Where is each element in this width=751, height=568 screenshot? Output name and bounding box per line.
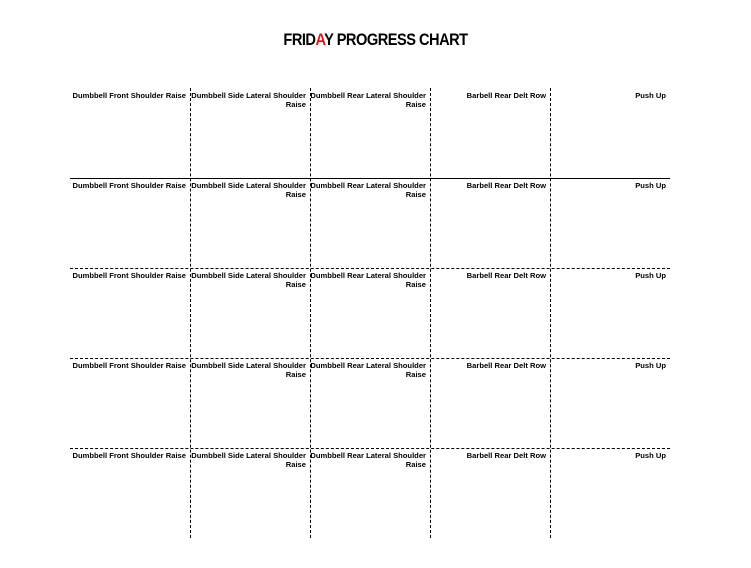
column-divider — [310, 88, 311, 538]
exercise-label: Barbell Rear Delt Row — [466, 361, 546, 370]
title-part-1: FRID — [283, 30, 316, 49]
exercise-label: Push Up — [635, 271, 666, 280]
exercise-label: Dumbbell Side Lateral Shoulder Raise — [191, 181, 306, 199]
exercise-label: Dumbbell Side Lateral Shoulder Raise — [191, 451, 306, 469]
exercise-label: Dumbbell Side Lateral Shoulder Raise — [191, 91, 306, 109]
column-divider — [190, 88, 191, 538]
progress-grid — [70, 88, 670, 538]
exercise-label: Dumbbell Rear Lateral Shoulder Raise — [310, 91, 426, 109]
exercise-label: Dumbbell Rear Lateral Shoulder Raise — [310, 361, 426, 379]
exercise-label: Dumbbell Front Shoulder Raise — [72, 361, 186, 370]
column-divider — [550, 88, 551, 538]
exercise-label: Dumbbell Front Shoulder Raise — [72, 451, 186, 460]
page-title — [53, 30, 699, 50]
exercise-label: Push Up — [635, 451, 666, 460]
exercise-label: Push Up — [635, 361, 666, 370]
column-divider — [430, 88, 431, 538]
title-part-2: Y PROGRESS CHART — [324, 30, 468, 49]
exercise-label: Dumbbell Front Shoulder Raise — [72, 271, 186, 280]
exercise-label: Dumbbell Front Shoulder Raise — [72, 91, 186, 100]
exercise-label: Dumbbell Front Shoulder Raise — [72, 181, 186, 190]
title-accent-letter: A — [315, 30, 325, 49]
row-divider — [70, 358, 670, 359]
exercise-label: Dumbbell Rear Lateral Shoulder Raise — [310, 271, 426, 289]
exercise-label: Dumbbell Side Lateral Shoulder Raise — [191, 271, 306, 289]
row-divider — [70, 448, 670, 449]
row-divider — [70, 268, 670, 269]
exercise-label: Dumbbell Side Lateral Shoulder Raise — [191, 361, 306, 379]
exercise-label: Dumbbell Rear Lateral Shoulder Raise — [310, 181, 426, 199]
exercise-label: Push Up — [635, 181, 666, 190]
exercise-label: Barbell Rear Delt Row — [466, 181, 546, 190]
exercise-label: Barbell Rear Delt Row — [466, 451, 546, 460]
row-divider — [70, 178, 670, 179]
exercise-label: Dumbbell Rear Lateral Shoulder Raise — [310, 451, 426, 469]
exercise-label: Barbell Rear Delt Row — [466, 271, 546, 280]
exercise-label: Barbell Rear Delt Row — [466, 91, 546, 100]
exercise-label: Push Up — [635, 91, 666, 100]
